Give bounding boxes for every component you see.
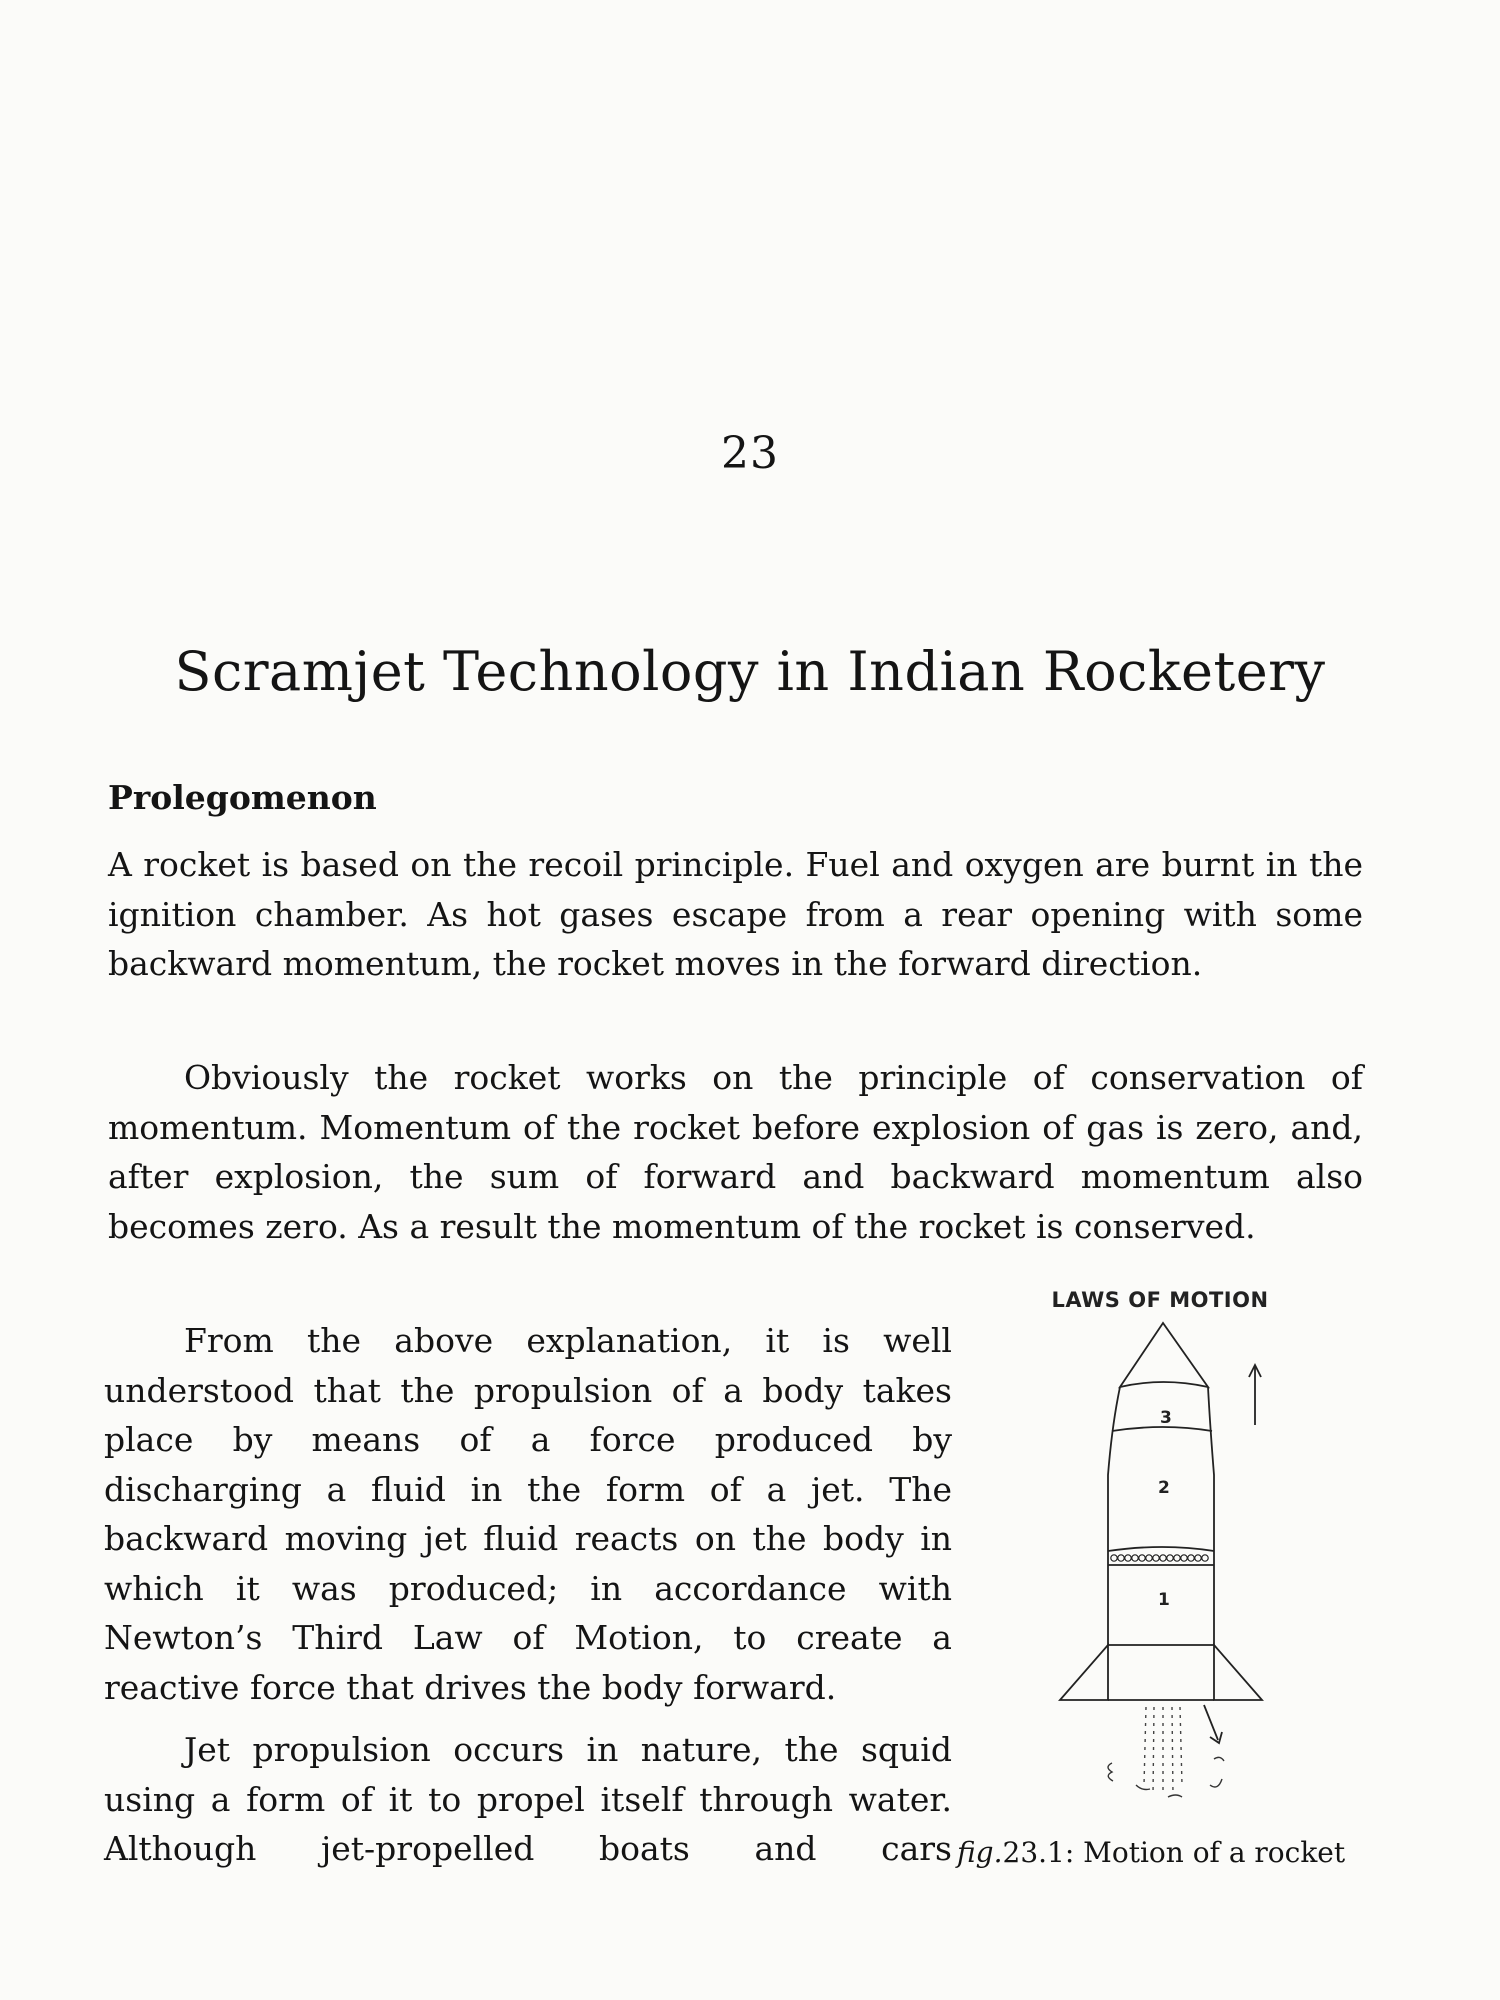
paragraph-2: Obviously the rocket works on the principle of conservation of momentum. Momentum of the rocket before explosion of gas is zero, and, after explosion, the sum of forward and backward momentum also becomes zero. As a result the momentum of the rocket is conserved. (108, 1058, 1363, 1246)
figure-caption-ref: fig. (957, 1836, 1003, 1869)
rocket-diagram (1050, 1315, 1290, 1835)
figure-caption-text: : Motion of a rocket (1064, 1836, 1346, 1869)
paragraph-1: A rocket is based on the recoil principle. Fuel and oxygen are burnt in the ignition chamber. As hot gases escape from a rear opening with some backward momentum, the rocket moves in the forward direction. (108, 845, 1363, 983)
figure-caption-number: 23.1 (1002, 1836, 1065, 1869)
paragraph-4: Jet propulsion occurs in nature, the squid using a form of it to propel itself through water. Although jet-propelled boats and cars (104, 1730, 952, 1868)
paragraph-3: From the above explanation, it is well understood that the propulsion of a body takes place by means of a force produced by discharging a fluid in the form of a jet. The backward moving jet fluid reacts on the body in which it was produced; in accordance with Newton’s Third Law of Motion, to create a reactive force that drives the body forward. (104, 1321, 952, 1707)
rocket-fin-left (1060, 1645, 1108, 1700)
exhaust-streaks (1144, 1707, 1182, 1795)
figure-title: LAWS OF MOTION (1051, 1288, 1269, 1312)
figure-caption (957, 1836, 1387, 1869)
exhaust-arrow (1204, 1705, 1218, 1740)
stage-label-3: 3 (1160, 1408, 1172, 1428)
stage-label-2: 2 (1158, 1478, 1170, 1498)
stage-joint-beads (1111, 1555, 1208, 1561)
chapter-title: Scramjet Technology in Indian Rocketery (174, 640, 1326, 703)
section-heading: Prolegomenon (108, 778, 377, 817)
exhaust-swirls (1108, 1757, 1224, 1797)
rocket-nose-cone (1120, 1323, 1208, 1387)
chapter-number: 23 (721, 428, 779, 479)
stage-divider-2-1-upper (1108, 1547, 1214, 1551)
stage-label-1: 1 (1158, 1590, 1170, 1610)
rocket-fin-right (1214, 1645, 1262, 1700)
